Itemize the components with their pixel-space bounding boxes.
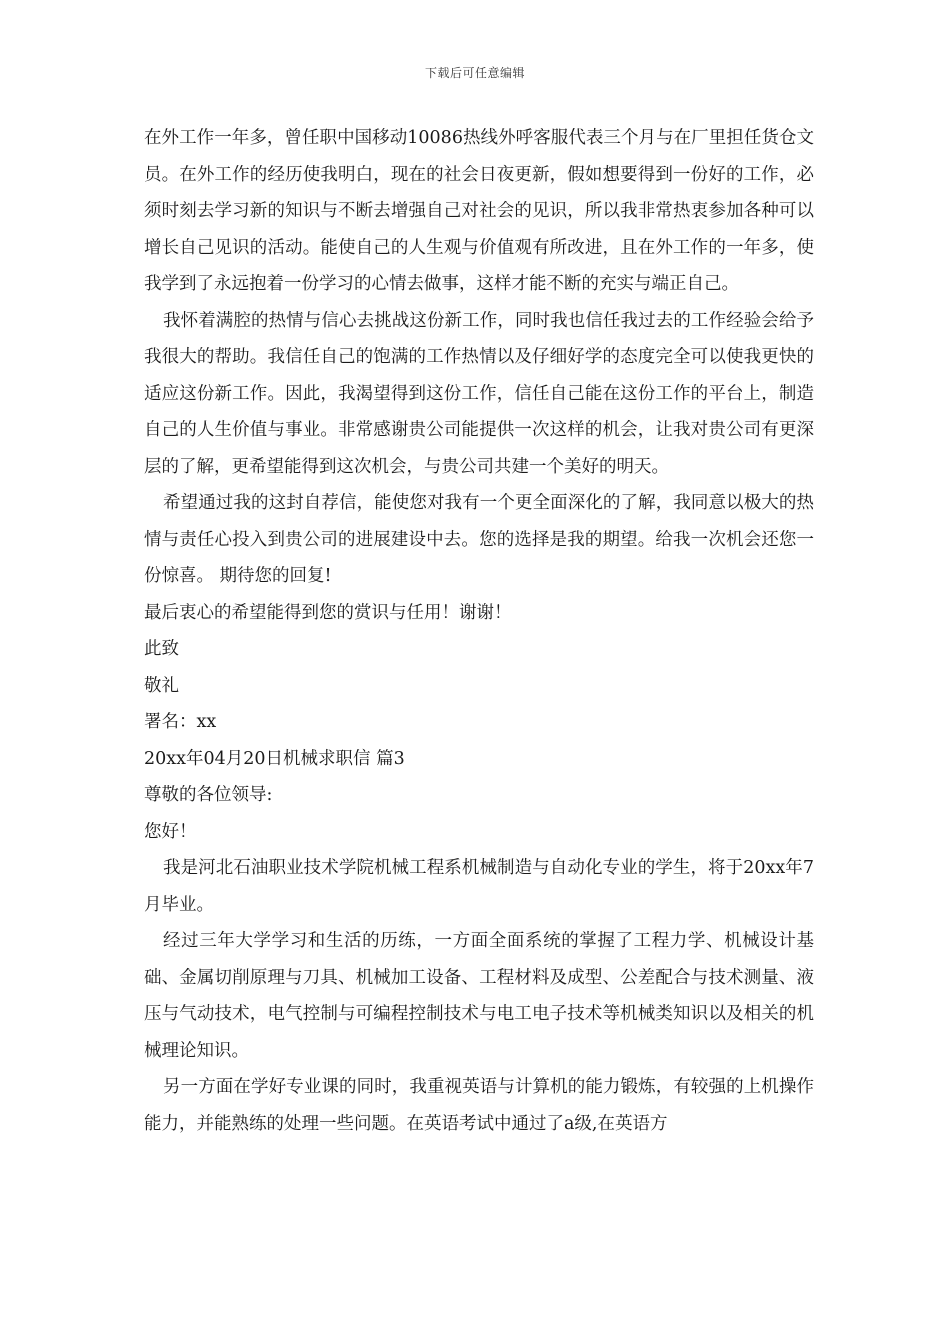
letter-greeting: 尊敬的各位领导: bbox=[144, 785, 273, 805]
paragraph-hope: 希望通过我的这封自荐信，能使您对我有一个更全面深化的了解，我同意以极大的热情与责任心投入到贵公司的进展建设中去。您的选择是我的期望。给我一次机会还您一份惊喜。 期待您的回复! bbox=[144, 493, 814, 586]
section-heading: 20xx年04月20日机械求职信 篇3 bbox=[144, 748, 405, 769]
closing-salutation: 此致 bbox=[144, 639, 179, 659]
page-header: 下载后可任意编辑 bbox=[424, 66, 525, 80]
paragraph-studies: 经过三年大学学习和生活的历练，一方面全面系统的掌握了工程力学、机械设计基础、金属切削原理与刀具、机械加工设备、工程材料及成型、公差配合与技术测量、液压与气动技术，电气控制与可编程控制技术与电工电子技术等机械类知识以及相关的机械理论知识。 bbox=[144, 931, 814, 1061]
paragraph-passion: 我怀着满腔的热情与信心去挑战这份新工作，同时我也信任我过去的工作经验会给予我很大的帮助。我信任自己的饱满的工作热情以及仔细好学的态度完全可以使我更快的适应这份新工作。因此，我渴望得到这份工作，信任自己能在这份工作的平台上，制造自己的人生价值与事业。非常感谢贵公司能提供一次这样的机会，让我对贵公司有更深层的了解，更希望能得到这次机会，与贵公司共建一个美好的明天。 bbox=[144, 310, 814, 477]
paragraph-introduction: 我是河北石油职业技术学院机械工程系机械制造与自动化专业的学生，将于20xx年7月毕业。 bbox=[144, 858, 814, 915]
paragraph-skills: 另一方面在学好专业课的同时，我重视英语与计算机的能力锻炼，有较强的上机操作能力，并能熟练的处理一些问题。在英语考试中通过了a级,在英语方 bbox=[144, 1077, 814, 1134]
closing-regards: 敬礼 bbox=[144, 675, 179, 696]
document-body bbox=[144, 120, 814, 1142]
letter-hello: 您好！ bbox=[144, 821, 197, 842]
paragraph-work-experience: 在外工作一年多，曾任职中国移动10086热线外呼客服代表三个月与在厂里担任货仓文员。在外工作的经历使我明白，现在的社会日夜更新，假如想要得到一份好的工作，必须时刻去学习新的知识与不断去增强自己对社会的见识，所以我非常热衷参加各种可以增长自己见识的活动。能使自己的人生观与价值观有所改进，且在外工作的一年多，使我学到了永远抱着一份学习的心情去做事，这样才能不断的充实与端正自己。 bbox=[144, 128, 814, 294]
closing-thanks: 最后衷心的希望能得到您的赏识与任用！谢谢！ bbox=[144, 602, 512, 623]
signature: 署名：xx bbox=[144, 712, 217, 732]
